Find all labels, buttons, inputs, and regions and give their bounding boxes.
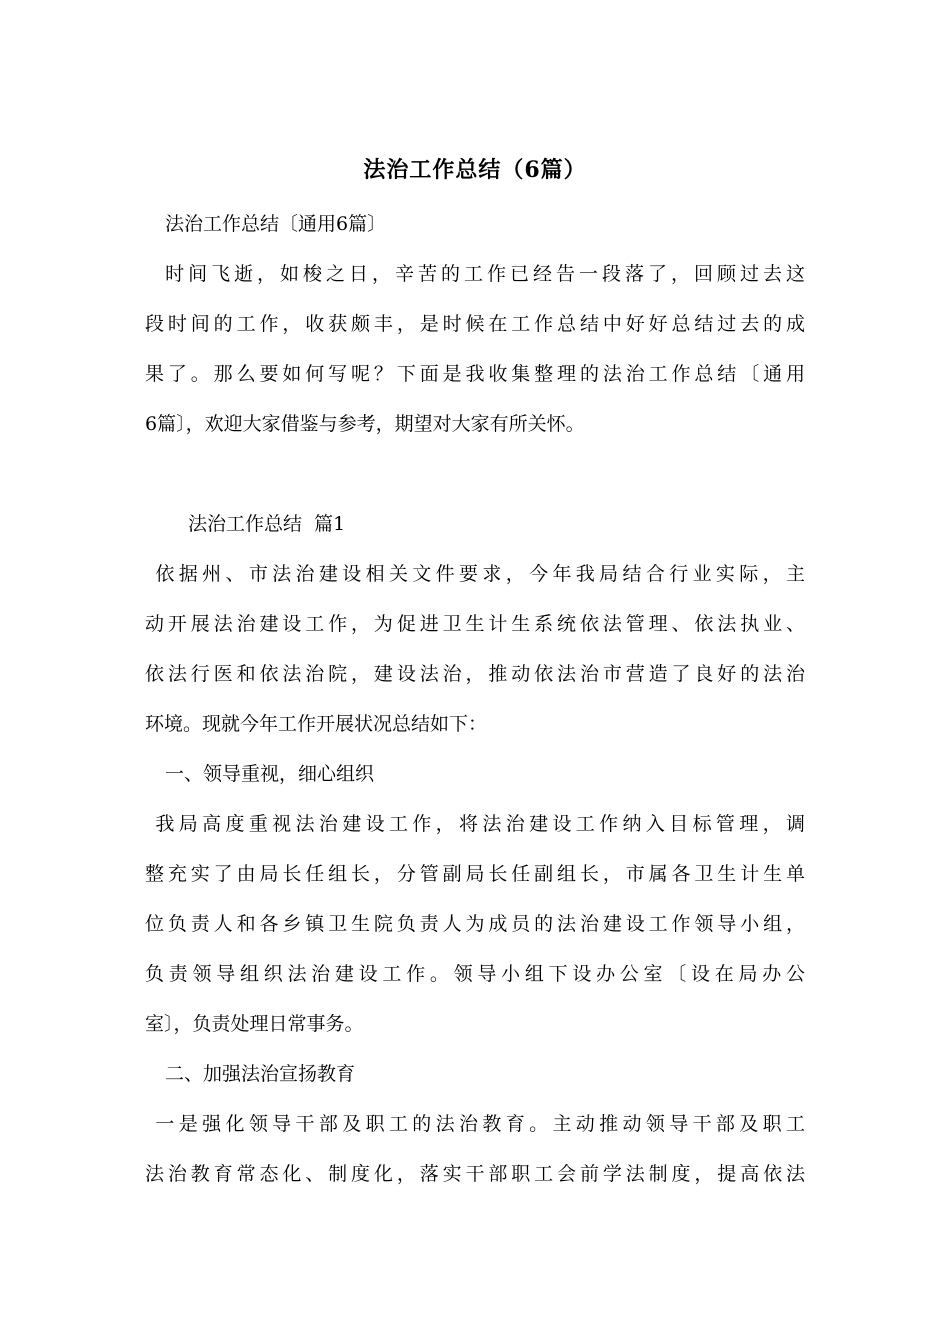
- document-subtitle: 法治工作总结〔通用6篇〕: [165, 213, 387, 235]
- document-title: 法治工作总结（6篇）: [363, 157, 587, 183]
- para3-line-1: 一是强化领导干部及职工的法治教育。主动推动领导干部及职工: [145, 1113, 805, 1135]
- para2-line-1: 我局高度重视法治建设工作，将法治建设工作纳入目标管理，调: [145, 813, 805, 835]
- para1-line-3: 依法行医和依法治院，建设法治，推动依法治市营造了良好的法治: [145, 663, 805, 685]
- para1-line-1: 依据州、市法治建设相关文件要求，今年我局结合行业实际，主: [145, 563, 805, 585]
- para2-line-5: 室〕，负责处理日常事务。: [145, 1013, 364, 1035]
- para3-line-2: 法治教育常态化、制度化，落实干部职工会前学法制度，提高依法: [145, 1163, 805, 1185]
- para1-line-2: 动开展法治建设工作，为促进卫生计生系统依法管理、依法执业、: [145, 613, 805, 635]
- intro-line-4: 6篇〕，欢迎大家借鉴与参考，期望对大家有所关怀。: [145, 413, 585, 435]
- section-title-1: 法治工作总结 篇1: [188, 513, 346, 535]
- para2-line-2: 整充实了由局长任组长，分管副局长任副组长，市属各卫生计生单: [145, 863, 805, 885]
- para2-line-3: 位负责人和各乡镇卫生院负责人为成员的法治建设工作领导小组，: [145, 913, 805, 935]
- heading-2: 二、加强法治宣扬教育: [165, 1063, 356, 1085]
- intro-line-1: 时间飞逝，如梭之日，辛苦的工作已经告一段落了，回顾过去这: [145, 263, 805, 285]
- intro-line-3: 果了。那么要如何写呢？下面是我收集整理的法治工作总结〔通用: [145, 363, 805, 385]
- para2-line-4: 负责领导组织法治建设工作。领导小组下设办公室〔设在局办公: [145, 963, 805, 985]
- intro-line-2: 段时间的工作，收获颇丰，是时候在工作总结中好好总结过去的成: [145, 313, 805, 335]
- para1-line-4: 环境。现就今年工作开展状况总结如下：: [145, 713, 488, 735]
- heading-1: 一、领导重视，细心组织: [165, 763, 375, 785]
